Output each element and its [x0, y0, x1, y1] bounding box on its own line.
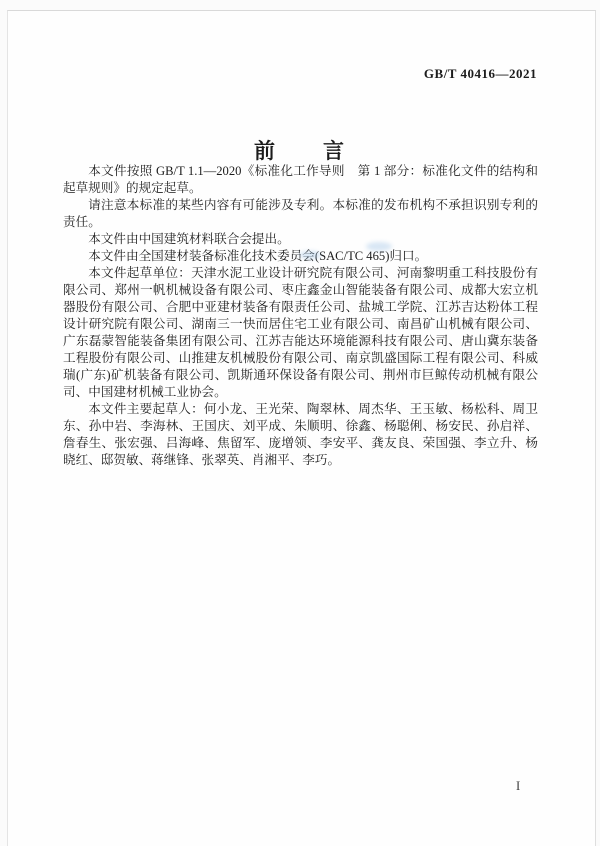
standard-number-header: GB/T 40416—2021 — [423, 66, 537, 81]
scan-artifact-blue-smudge — [366, 242, 392, 251]
scan-artifact-blue-smudge — [299, 251, 321, 259]
foreword-title: 前 言 — [254, 139, 346, 164]
foreword-body — [63, 163, 538, 469]
foreword-paragraph-drafting-basis: 本文件按照 GB/T 1.1—2020《标准化工作导则 第 1 部分：标准化文件的结构和起草规则》的规定起草。 — [63, 164, 538, 195]
foreword-paragraph-proposed-by: 本文件由中国建筑材料联合会提出。 — [88, 232, 290, 246]
foreword-paragraph-centralized-by: 本文件由全国建材装备标准化技术委员会(SAC/TC 465)归口。 — [88, 249, 428, 263]
foreword-paragraph-drafting-organizations: 本文件起草单位：天津水泥工业设计研究院有限公司、河南黎明重工科技股份有限公司、郑州一帆机械设备有限公司、枣庄鑫金山智能装备有限公司、成都大宏立机器股份有限公司、合肥中亚建材装备有限责任公司、盐城工学院、江苏吉达粉体工程设计研究院有限公司、湖南三一快而居住宅工业有限公司、南昌矿山机械有限公司、广东磊蒙智能装备集团有限公司、江苏吉能达环境能源科技有限公司、唐山冀东装备工程股份有限公司、山推建友机械股份有限公司、南京凯盛国际工程有限公司、科威瑞(广东)矿机装备有限公司、凯斯通环保设备有限公司、荆州市巨鲸传动机械有限公司、中国建材机械工业协会。 — [63, 266, 538, 399]
page-number: I — [516, 779, 521, 793]
foreword-paragraph-patent-notice: 请注意本标准的某些内容有可能涉及专利。本标准的发布机构不承担识别专利的责任。 — [63, 198, 538, 229]
foreword-paragraph-main-drafters: 本文件主要起草人：何小龙、王光荣、陶翠林、周杰华、王玉敏、杨松科、周卫东、孙中岩、李海林、王国庆、刘平成、朱顺明、徐鑫、杨聪俐、杨安民、孙启祥、詹春生、张宏强、吕海峰、焦留军、庞增领、李安平、龚友良、荣国强、李立升、杨晓红、邸贺敏、蒋继锋、张翠英、肖湘平、李巧。 — [63, 402, 538, 467]
